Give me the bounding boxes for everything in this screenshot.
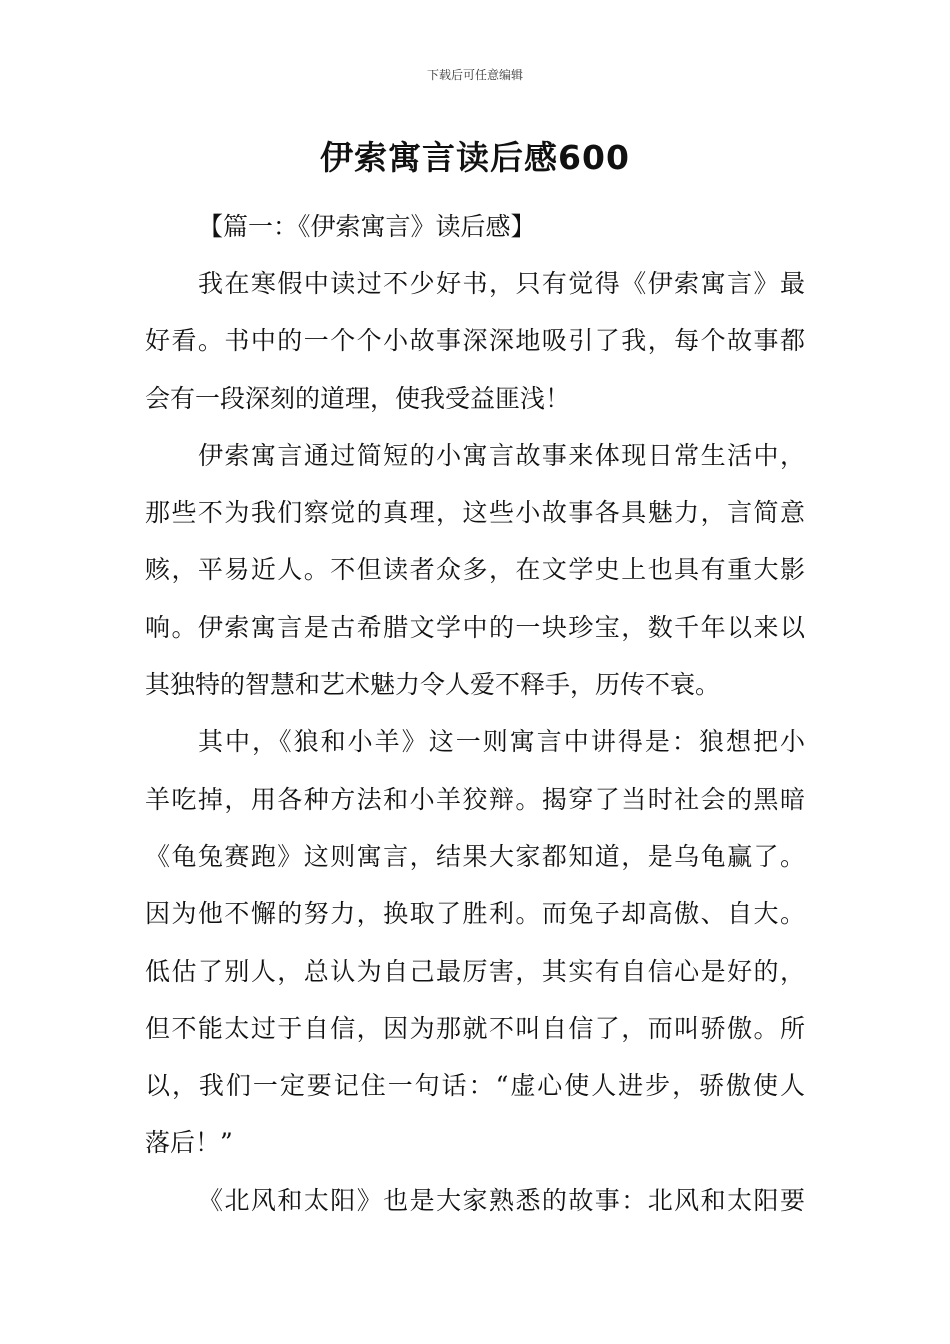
paragraph-4 <box>145 1172 805 1229</box>
header-note: 下载后可任意编辑 <box>426 68 523 82</box>
paragraph-line: 以，我们一定要记住一句话：“虚心使人进步，骄傲使人 <box>145 1071 805 1101</box>
paragraph-line: 其中，《狼和小羊》这一则寓言中讲得是：狼想把小 <box>198 727 805 757</box>
paragraph-line: 响。伊索寓言是古希腊文学中的一块珍宝，数千年以来以 <box>145 612 805 642</box>
paragraph-2 <box>145 427 805 713</box>
paragraph-line: 《北风和太阳》也是大家熟悉的故事：北风和太阳要 <box>198 1185 805 1215</box>
paragraph-1 <box>145 255 805 427</box>
paragraph-line: 低估了别人，总认为自己最厉害，其实有自信心是好的， <box>145 956 805 986</box>
paragraph-3 <box>145 713 805 1171</box>
paragraph-line: 其独特的智慧和艺术魅力令人爱不释手，历传不衰。 <box>145 670 721 700</box>
paragraph-line: 因为他不懈的努力，换取了胜利。而兔子却高傲、自大。 <box>145 899 805 929</box>
paragraph-line: 赅，平易近人。不但读者众多，在文学史上也具有重大影 <box>145 555 805 585</box>
paragraph-line: 好看。书中的一个个小故事深深地吸引了我，每个故事都 <box>145 326 805 356</box>
paragraph-line: 会有一段深刻的道理，使我受益匪浅！ <box>145 383 571 413</box>
paragraph-line: 但不能太过于自信，因为那就不叫自信了，而叫骄傲。所 <box>145 1013 805 1043</box>
section-heading: 【篇一：《伊索寓言》读后感】 <box>198 212 536 241</box>
paragraph-line: 落后！” <box>145 1128 233 1158</box>
document-body <box>145 198 805 1229</box>
paragraph-line: 羊吃掉，用各种方法和小羊狡辩。揭穿了当时社会的黑暗 <box>145 784 805 814</box>
paragraph-line: 那些不为我们察觉的真理，这些小故事各具魅力，言简意 <box>145 498 805 528</box>
document-title: 伊索寓言读后感600 <box>320 138 630 177</box>
paragraph-line: 我在寒假中读过不少好书，只有觉得《伊索寓言》最 <box>198 269 805 298</box>
paragraph-line: 《龟兔赛跑》这则寓言，结果大家都知道，是乌龟赢了。 <box>145 841 805 871</box>
paragraph-line: 伊索寓言通过简短的小寓言故事来体现日常生活中， <box>198 440 805 470</box>
